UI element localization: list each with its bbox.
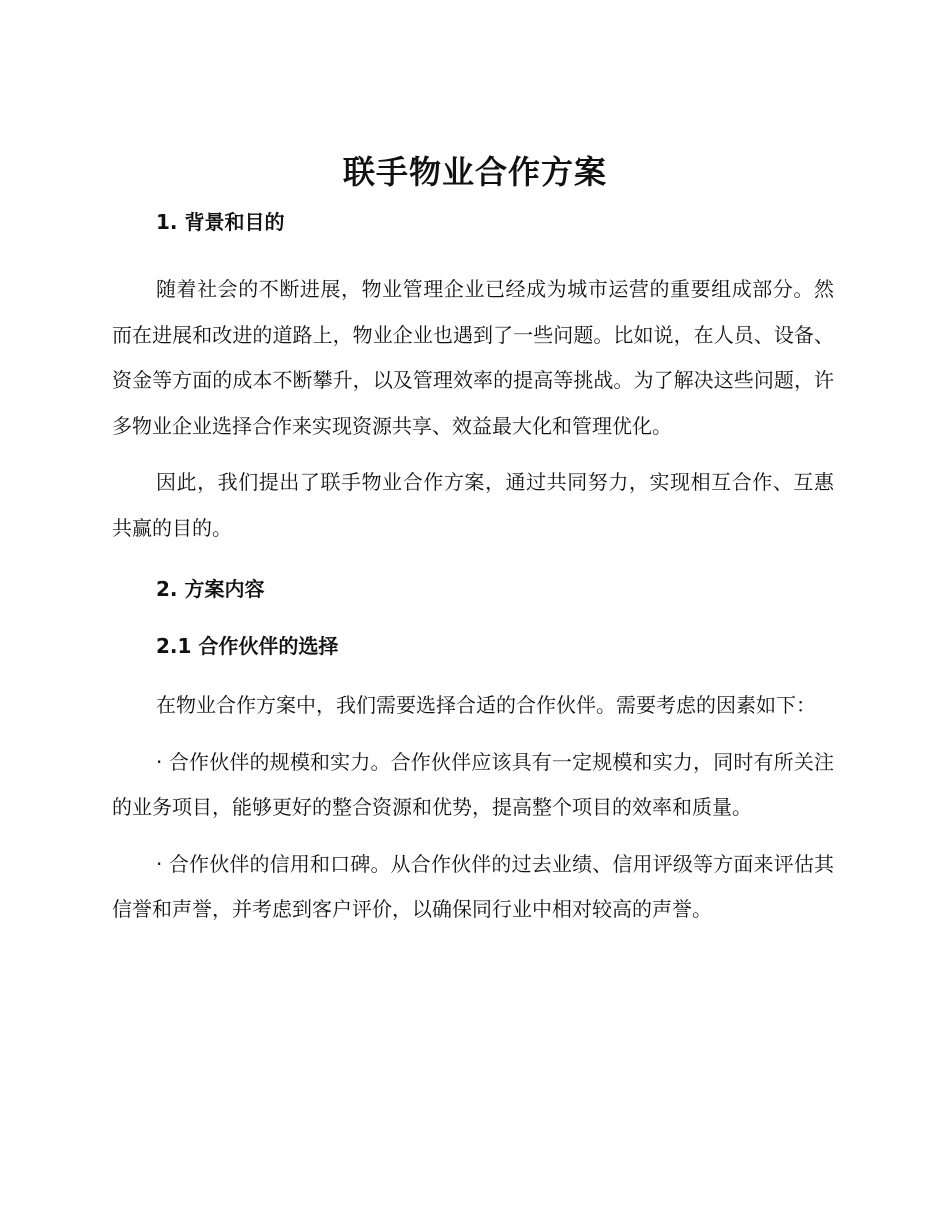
section-heading-plan-content: 2. 方案内容 <box>156 577 265 601</box>
document-body <box>112 205 834 933</box>
subsection-heading-partner-selection: 2.1 合作伙伴的选择 <box>156 634 339 658</box>
section-heading-background: 1. 背景和目的 <box>156 210 285 234</box>
paragraph-background: 随着社会的不断进展，物业管理企业已经成为城市运营的重要组成部分。然而在进展和改进的道路上，物业企业也遇到了一些问题。比如说，在人员、设备、资金等方面的成本不断攀升，以及管理效率的提高等挑战。为了解决这些问题，许多物业企业选择合作来实现资源共享、效益最大化和管理优化。 <box>112 277 834 438</box>
bullet-item-scale-strength: · 合作伙伴的规模和实力。合作伙伴应该具有一定规模和实力，同时有所关注的业务项目，能够更好的整合资源和优势，提高整个项目的效率和质量。 <box>112 749 834 819</box>
paragraph-partner-intro: 在物业合作方案中，我们需要选择合适的合作伙伴。需要考虑的因素如下： <box>156 693 816 717</box>
paragraph-purpose: 因此，我们提出了联手物业合作方案，通过共同努力，实现相互合作、互惠共赢的目的。 <box>112 470 834 540</box>
document-title: 联手物业合作方案 <box>342 153 607 191</box>
bullet-item-credit-reputation: · 合作伙伴的信用和口碑。从合作伙伴的过去业绩、信用评级等方面来评估其信誉和声誉，并考虑到客户评价，以确保同行业中相对较高的声誉。 <box>112 851 834 921</box>
